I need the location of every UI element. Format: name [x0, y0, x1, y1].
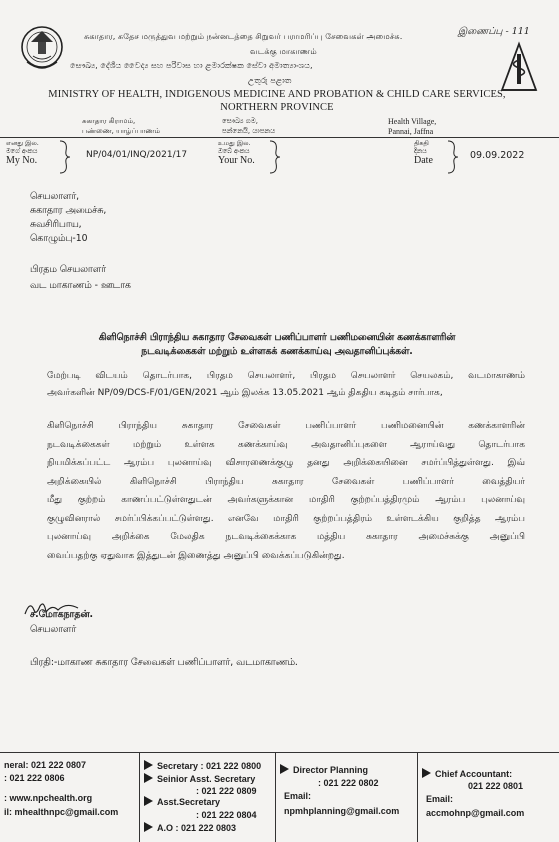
header-divider — [0, 137, 559, 138]
footer-divider-1 — [139, 752, 140, 842]
province-tamil: வடக்கு மாகாணம் — [250, 46, 317, 56]
body-paragraph: கிளிநொச்சி பிராந்திய சுகாதார சேவைகள் பணிப்பாளர் பணிமனையின் கணக்காளரின் நடவடிக்கைகள் மற்றும் உள்ளக கணக்காய்வு அவதானிப்புகளை ஆராய்வது தொடர்பாக நியமிக்கப்பட்ட ஆரம்ப புலனாய்வு விசாரணைக்குழு தனது அறிக்கையினை சமர்ப்பித்துள்ளது. இவ் அறிக்கையில் கிளிநொச்சி பிராந்திய சுகாதார சேவைகள் பணிப்பாளர் வைத்தியர் மீது குற்றம் காணப்பட்டுள்ளதுடன் அவர்களுக்கான மாதிரி குற்றப்பத்திரமும் ஆரம்ப புலனாய்வு குழுவினரால் சமர்ப்பிக்கப்பட்டுள்ளது. எனவே மாதிரி குற்றப்பத்திரம் உள்ளடக்கிய குறித்த ஆரம்ப புலனாய்வு அறிக்கை மேலதிக நடவடிக்கைக்காக மத்திய சுகாதார அமைச்சுக்கு அனுப்பி வைப்பதற்கு ஏதுவாக இத்துடன் இணைத்து அனுப்பி வைக்கப்படுகின்றது. — [47, 421, 525, 561]
ministry-name-tamil: சுகாதார, சுதேச மருத்துவ மற்றும் நன்னடத்தை சிறுவர் பராமரிப்பு சேவைகள் அமைச்சு. — [84, 31, 403, 41]
my-no-value: NP/04/01/INQ/2021/17 — [86, 150, 188, 160]
brace-2 — [268, 139, 282, 179]
arrow-right-icon — [144, 760, 153, 770]
reference-paragraph: மேற்படி விடயம் தொடர்பாக, பிரதம செயலாளர், பிரதம செயலாளர் செயலகம், வடமாகாணம் அவர்களின் NP/09/DCS-F/01/GEN/2021 ஆம் இலக்க 13.05.2021 ஆம் திகதிய கடிதம் சார்பாக, — [47, 371, 525, 398]
province-sinhala: උතුරු පළාත — [248, 75, 292, 85]
brace-1 — [58, 139, 72, 179]
address-english: Health Village, Pannai, Jaffna — [388, 117, 437, 136]
your-no-block: உமது இல. ඔබේ අංකය Your No. — [218, 139, 255, 166]
recipient-address: செயலாளர், சுகாதார அமைச்சு, சுவசிரிபாய, கொழும்பு-10 — [30, 191, 107, 244]
arrow-right-icon — [422, 768, 431, 778]
signatory-name: ச.மோகநாதன். — [30, 609, 93, 620]
signatory-title: செயலாளர் — [30, 624, 77, 635]
address-sinhala: සෞඛ්‍ය ගම, පන්නෙයි, යාපනය — [222, 117, 276, 135]
my-no-block: எனது இல. මගේ අංකය My No. — [6, 139, 39, 166]
footer-divider-2 — [275, 752, 276, 842]
arrow-right-icon — [144, 822, 153, 832]
subject-heading: கிளிநொச்சி பிராந்திய சுகாதார சேவைகள் பணிப்பாளர் பணிமனையின் கணக்காளரின் நடவடிக்கைகள் மற்றும் உள்ளகக் கணக்காய்வு அவதானிப்புக்கள். — [98, 332, 456, 357]
via-address: பிரதம செயலாளர் வட மாகாணம் - ஊடாக — [30, 264, 131, 291]
letter-page: இணைப்பு - 111 சுகாதார, சுதேச மருத்துவ மற்றும் நன்னடத்தை சிறுவர் பராமரிப்பு சேவைகள் அமைச்சு. வடக்கு மாகாணம் සෞඛ්‍ය, දේශීය වෛද්‍ය සහ පරිවාස හා ළමාරක්ෂක සේවා අමාත්‍යාංශය, උතුරු පළාත MINISTRY OF HEALTH, INDIGENOUS MEDICINE AND PROBATION & CHILD CARE SERVICES, NORTHERN PROVINCE சுகாதார கிராமம், பண்ணை, யாழ்ப்பாணம் සෞඛ්‍ය ගම, පන්නෙයි, යාපනය Health Village, Pannai, Jaffna எனது இல. මගේ අංකය My No. NP/04/01/INQ/2021/17 உமது இல. ඔබේ අංකය Your No. திகதி දිනය Date 09.09.2022 செயலாளர், சுகாதார அமைச்சு, சுவசிரிபாய, கொழும்பு-10 பிரதம செயலாளர் வட மாகாணம் - ஊடாக கிளிநொச்சி பிராந்திய சுகாதார சேவைகள் பணிப்பாளர் பணிமனையின் கணக்காளரின் நடவடிக்கைகள் மற்றும் உள்ளகக் கணக்காய்வு அவதானிப்புக்கள். மேற்படி விடயம் தொடர்பாக, பிரதம செயலாளர், பிரதம செயலாளர் செயலகம், வடமாகாணம் அவர்களின் NP/09/DCS-F/01/GEN/2021 ஆம் இலக்க 13.05.2021 ஆம் திகதிய கடிதம் சார்பாக, கிளிநொச்சி பிராந்திய சுகாதார சேவைகள் பணிப்பாளர் பணிமனையின் கணக்காளரின் நடவடிக்கைகள் மற்றும் உள்ளக கணக்காய்வு அவதானிப்புகளை ஆராய்வது தொடர்பாக நியமிக்கப்பட்ட ஆரம்ப புலனாய்வு விசாரணைக்குழு தனது அறிக்கையினை சமர்ப்பித்துள்ளது. இவ் அறிக்கையில் கிளிநொச்சி பிராந்திய சுகாதார சேவைகள் பணிப்பாளர் வைத்தியர் மீது குற்றம் காணப்பட்டுள்ளதுடன் அவர்களுக்கான மாதிரி குற்றப்பத்திரமும் ஆரம்ப புலனாய்வு குழுவினரால் சமர்ப்பிக்கப்பட்டுள்ளது. எனவே மாதிரி குற்றப்பத்திரம் உள்ளடக்கிய குறித்த ஆரம்ப புலனாய்வு அறிக்கை மேலதிக நடவடிக்கைக்காக மத்திய சுகாதார அமைச்சுக்கு அனுப்பி வைப்பதற்கு ஏதுவாக இத்துடன் இணைத்து அனுப்பி வைக்கப்படுகின்றது. ச.மோகநாதன். செயலாளர் பிரதி:-மாகாண சுகாதார சேவைகள் பணிப்பாளர், வடமாகாணம். neral: 021 222 0807 : 021 222 0806 : www.npchealth.org il: mhealthnpc@gmail.com Secretary : 021 222 0800 Seinior Asst. Secretary : 021 222 0809 Asst.Secretary : 021 222 0804 A.O : 021 222 0803 Director Planning : 021 222 0802 Email: npmhplanning@gmail.com Chief Accountant: 021 222 0801 Email: accmohnp@gmail.com — [0, 0, 559, 842]
ministry-name-english: MINISTRY OF HEALTH, INDIGENOUS MEDICINE AND PROBATION & CHILD CARE SERVICES, — [48, 89, 506, 100]
brace-3 — [446, 139, 460, 179]
date-block: திகதி දිනය Date — [414, 139, 433, 166]
date-value: 09.09.2022 — [470, 150, 525, 161]
arrow-right-icon — [280, 764, 289, 774]
arrow-right-icon — [144, 773, 153, 783]
ministry-name-sinhala: සෞඛ්‍ය, දේශීය වෛද්‍ය සහ පරිවාස හා ළමාරක්ෂක සේවා අමාත්‍යාංශය, — [70, 60, 313, 70]
copy-to: பிரதி:-மாகாண சுகாதார சேவைகள் பணிப்பாளர், வடமாகாணம். — [30, 657, 298, 668]
arrow-right-icon — [144, 796, 153, 806]
footer-divider-3 — [417, 752, 418, 842]
province-english: NORTHERN PROVINCE — [220, 102, 334, 113]
address-tamil: சுகாதார கிராமம், பண்ணை, யாழ்ப்பாணம் — [82, 117, 161, 135]
handwritten-annex-ref: இணைப்பு - 111 — [458, 26, 530, 37]
emblem-icon — [17, 22, 67, 84]
